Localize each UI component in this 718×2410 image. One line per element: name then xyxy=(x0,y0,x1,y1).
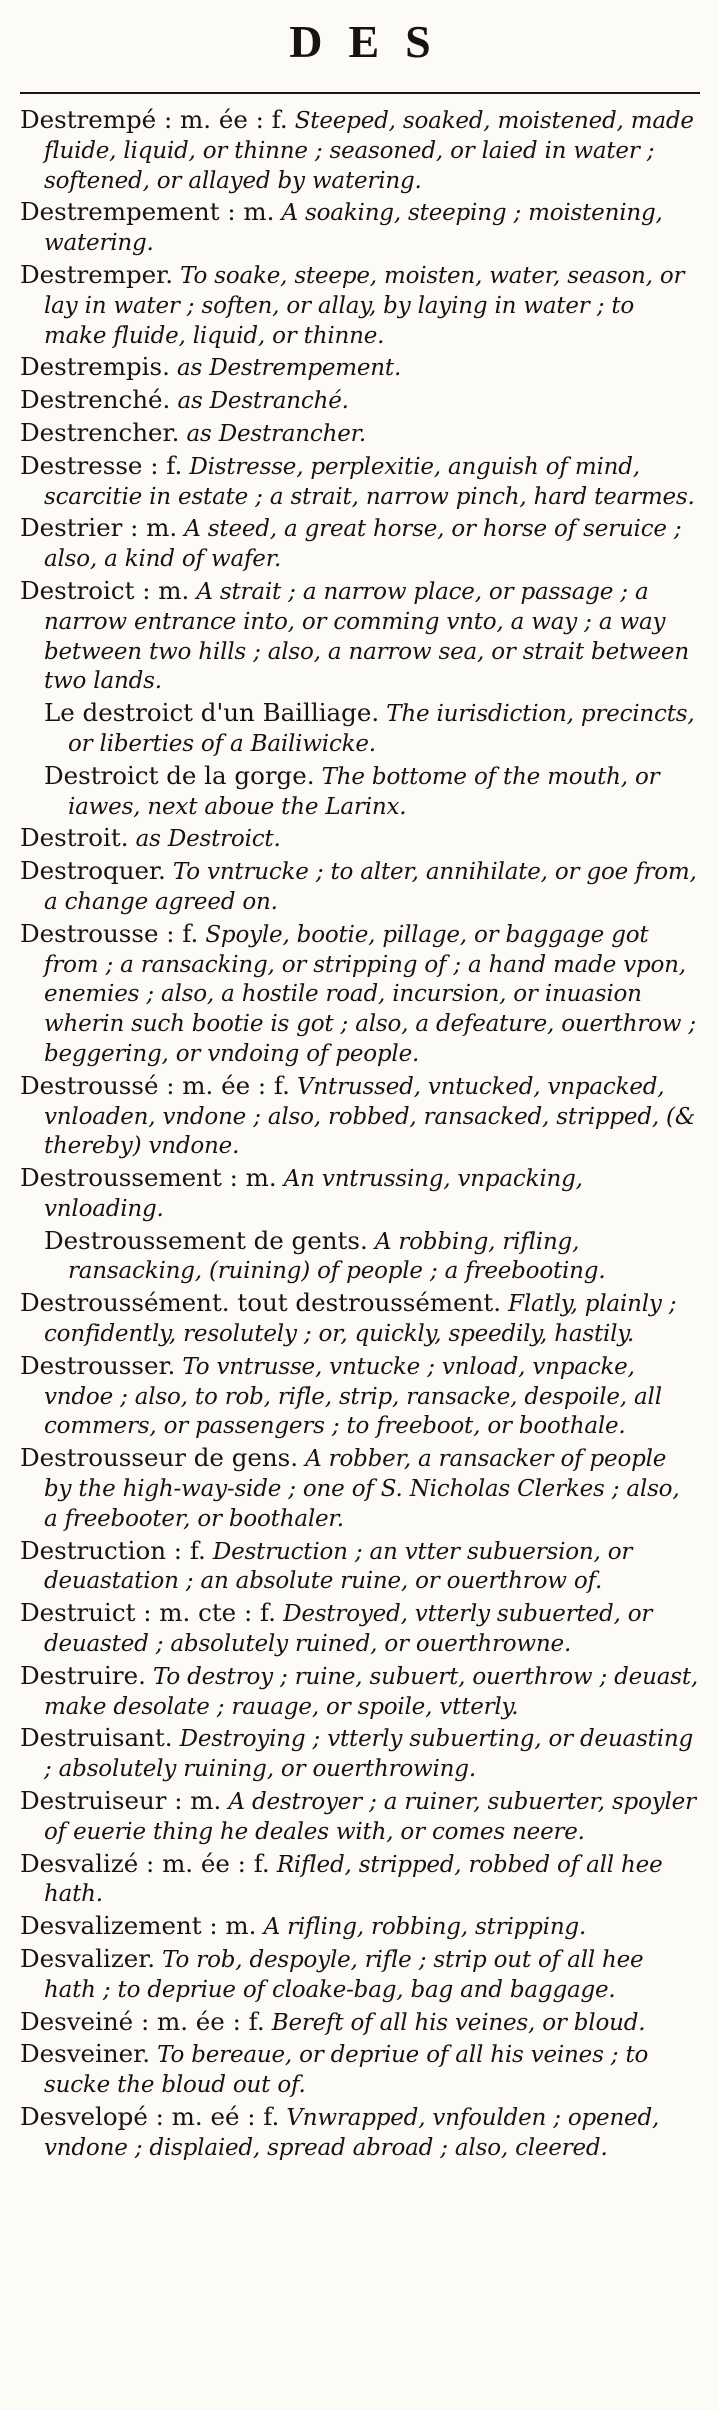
dictionary-entry xyxy=(20,577,700,696)
headword: Destrempement : m. xyxy=(20,197,275,227)
headword: Destrencher. xyxy=(20,417,180,447)
sub-entry xyxy=(20,762,700,822)
gloss: A robber, a ransacker of people by the high-way-side ; one of S. Nicholas Clerkes ; also, a freebooter, or boothaler. xyxy=(44,1446,680,1532)
sub-entry xyxy=(20,699,700,759)
dictionary-entry xyxy=(20,514,700,574)
gloss: A soaking, steeping ; moistening, watering. xyxy=(44,200,663,257)
headword: Destroussément. tout destroussément. xyxy=(20,1288,502,1318)
dictionary-entry xyxy=(20,1352,700,1441)
headword: Destruire. xyxy=(20,1660,146,1690)
gloss: To soake, steepe, moisten, water, season, or lay in water ; soften, or allay, by laying in water ; to make fluide, liquid, or thinne. xyxy=(44,262,685,349)
gloss: A robbing, rifling, ransacking, (ruining) of people ; a freebooting. xyxy=(68,1228,606,1285)
gloss: as Destranché. xyxy=(170,388,349,415)
gloss: To vntrucke ; to alter, annihilate, or goe from, a change agreed on. xyxy=(44,859,697,915)
gloss: To destroy ; ruine, subuert, ouerthrow ; deuast, make desolate ; rauage, or spoile, vtterly. xyxy=(44,1663,698,1720)
gloss: A destroyer ; a ruiner, subuerter, spoyler of euerie thing he deales with, or comes neere. xyxy=(44,1789,696,1845)
dictionary-entry xyxy=(20,1072,700,1161)
dictionary-entry xyxy=(20,1945,700,2005)
gloss: Distresse, perplexitie, anguish of mind, scarcitie in estate ; a strait, narrow pinch, hard tearmes. xyxy=(44,453,695,510)
gloss: To rob, despoyle, rifle ; strip out of all hee hath ; to depriue of cloake-bag, bag and baggage. xyxy=(44,1947,644,2003)
running-head: DES xyxy=(289,16,457,67)
headword: Destrempis. xyxy=(20,352,170,382)
header-rule xyxy=(20,92,700,94)
dictionary-entry xyxy=(20,2008,700,2038)
dictionary-entry xyxy=(20,1912,700,1942)
headword: Destroussement : m. xyxy=(20,1163,277,1193)
gloss: Vntrussed, vntucked, vnpacked, vnloaden, vndone ; also, robbed, ransacked, stripped, (& thereby) vndone. xyxy=(44,1073,696,1160)
gloss: as Destroict. xyxy=(128,826,281,853)
gloss: Spoyle, bootie, pillage, or baggage got from ; a ransacking, or stripping of ; a hand made vpon, enemies ; also, a hostile road, incursion, or inuasion wherin such bootie is got ; also, a defeature, ouerthrow ; beggering, or vndoing of people. xyxy=(44,921,696,1067)
dictionary-entry xyxy=(20,1289,700,1349)
dictionary-entry xyxy=(20,1850,700,1910)
headword: Destruict : m. cte : f. xyxy=(20,1598,276,1628)
dictionary-entry xyxy=(20,198,700,258)
gloss: Vnwrapped, vnfoulden ; opened, vndone ; displaied, spread abroad ; also, cleered. xyxy=(44,2105,660,2161)
gloss: To vntrusse, vntucke ; vnload, vnpacke, vndoe ; also, to rob, rifle, strip, ransacke, despoile, all commers, or passengers ; to freeboot, or boothale. xyxy=(44,1353,662,1440)
headword: Destresse : f. xyxy=(20,450,183,480)
dictionary-entry xyxy=(20,2040,700,2100)
headword: Destroict de la gorge. xyxy=(44,760,315,790)
headword: Destruction : f. xyxy=(20,1535,206,1565)
headword: Destrenché. xyxy=(20,385,171,415)
headword: Desvalizer. xyxy=(20,1944,156,1974)
gloss: A steed, a great horse, or horse of seruice ; also, a kind of wafer. xyxy=(44,516,682,573)
dictionary-entry xyxy=(20,1662,700,1722)
headword: Destrousser. xyxy=(20,1350,176,1380)
gloss: Destroying ; vtterly subuerting, or deuasting ; absolutely ruining, or ouerthrowing. xyxy=(44,1726,694,1783)
dictionary-entry xyxy=(20,353,700,383)
headword: Destroit. xyxy=(20,823,129,853)
gloss: A rifling, robbing, stripping. xyxy=(256,1914,587,1941)
gloss: To bereaue, or depriue of all his veines ; to sucke the bloud out of. xyxy=(44,2042,649,2099)
dictionary-entry xyxy=(20,1787,700,1847)
headword: Desvalizé : m. ée : f. xyxy=(20,1848,270,1878)
entry-list xyxy=(20,106,700,2163)
sub-entry xyxy=(20,1227,700,1287)
dictionary-entry xyxy=(20,261,700,350)
dictionary-entry xyxy=(20,419,700,449)
headword: Destroussement de gents. xyxy=(44,1225,368,1255)
headword: Destroussé : m. ée : f. xyxy=(20,1070,290,1100)
dictionary-entry xyxy=(20,2103,700,2163)
dictionary-entry xyxy=(20,1599,700,1659)
gloss: Destruction ; an vtter subuersion, or deuastation ; an absolute ruine, or ouerthrow of. xyxy=(44,1538,633,1595)
headword: Desvalizement : m. xyxy=(20,1911,257,1941)
headword: Le destroict d'un Bailliage. xyxy=(44,698,380,728)
dictionary-entry xyxy=(20,1724,700,1784)
headword: Destroict : m. xyxy=(20,575,190,605)
headword: Destruiseur : m. xyxy=(20,1786,222,1816)
gloss: Bereft of all his veines, or bloud. xyxy=(264,2009,646,2036)
dictionary-entry xyxy=(20,1164,700,1224)
dictionary-entry xyxy=(20,386,700,416)
gloss: Destroyed, vtterly subuerted, or deuasted ; absolutely ruined, or ouerthrowne. xyxy=(44,1601,653,1658)
headword: Destrier : m. xyxy=(20,513,178,543)
headword: Destrempé : m. ée : f. xyxy=(20,105,288,134)
dictionary-entry xyxy=(20,452,700,512)
gloss: An vntrussing, vnpacking, vnloading. xyxy=(44,1166,583,1222)
headword: Desveiner. xyxy=(20,2039,150,2069)
gloss: Rifled, stripped, robbed of all hee hath. xyxy=(44,1851,663,1908)
headword: Desveiné : m. ée : f. xyxy=(20,2006,265,2036)
headword: Desvelopé : m. eé : f. xyxy=(20,2102,280,2131)
gloss: as Destrempement. xyxy=(169,355,402,382)
dictionary-entry xyxy=(20,857,700,917)
headword: Destremper. xyxy=(20,259,173,289)
headword: Destruisant. xyxy=(20,1723,173,1753)
dictionary-entry xyxy=(20,824,700,854)
dictionary-entry xyxy=(20,106,700,195)
dictionary-entry xyxy=(20,1537,700,1597)
headword: Destroquer. xyxy=(20,856,166,886)
gloss: Flatly, plainly ; confidently, resolutely ; or, quickly, speedily, hastily. xyxy=(44,1291,677,1348)
gloss: as Destrancher. xyxy=(179,420,366,447)
dictionary-entry xyxy=(20,920,700,1069)
gloss: The bottome of the mouth, or iawes, next aboue the Larinx. xyxy=(68,763,660,820)
gloss: A strait ; a narrow place, or passage ; a narrow entrance into, or comming vnto, a way ; a way between two hills ; also, a narrow sea, or strait between two lands. xyxy=(44,578,689,695)
headword: Destrousse : f. xyxy=(20,918,199,948)
gloss: The iurisdiction, precincts, or liberties of a Bailiwicke. xyxy=(68,701,695,757)
gloss: Steeped, soaked, moistened, made fluide, liquid, or thinne ; seasoned, or laied in water ; softened, or allayed by watering. xyxy=(44,108,694,194)
headword: Destrousseur de gens. xyxy=(20,1443,299,1473)
dictionary-entry xyxy=(20,1444,700,1533)
